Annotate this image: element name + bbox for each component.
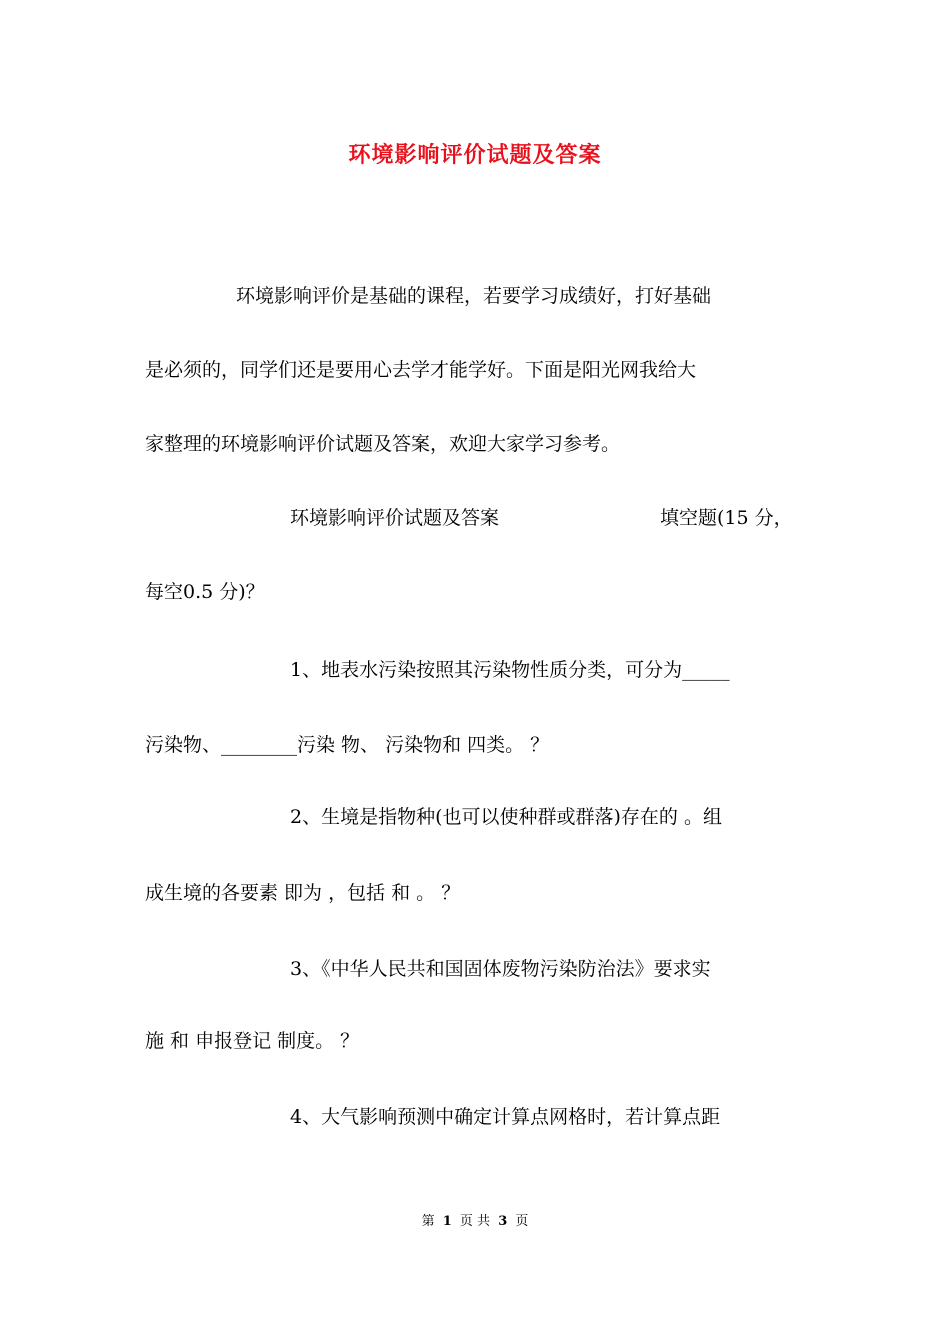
question-line: 污染物、________污染 物、 污染物和 四类。 ？: [145, 734, 550, 756]
paragraph-line: 每空0.5 分)？: [145, 581, 265, 603]
footer-middle: 页 共: [459, 1214, 491, 1229]
question-line: 4、大气影响预测中确定计算点网格时，若计算点距: [290, 1106, 721, 1128]
question-line: 施 和 申报登记 制度。 ？: [145, 1030, 360, 1052]
paragraph-line: 是必须的，同学们还是要用心去学才能学好。下面是阳光网我给大: [145, 359, 697, 381]
footer-total-pages: 3: [498, 1214, 508, 1229]
question-line: 3、《中华人民共和国固体废物污染防治法》要求实: [290, 958, 711, 980]
footer-suffix: 页: [515, 1214, 529, 1229]
paragraph-line: 环境影响评价是基础的课程，若要学习成绩好，打好基础: [236, 285, 712, 307]
footer-page-number: 1: [442, 1214, 452, 1229]
question-line: 成生境的各要素 即为 ，包括 和 。 ？: [145, 882, 461, 904]
page-footer: [0, 1210, 950, 1229]
question-line: 2、生境是指物种(也可以使种群或群落)存在的 。组: [290, 806, 722, 828]
paragraph-line: 家整理的环境影响评价试题及答案，欢迎大家学习参考。: [145, 433, 621, 455]
section-heading: 环境影响评价试题及答案: [290, 507, 500, 529]
section-score: 填空题(15 分，: [660, 507, 793, 529]
document-title: 环境影响评价试题及答案: [348, 142, 602, 168]
question-line: 1、地表水污染按照其污染物性质分类，可分为_____: [290, 659, 730, 681]
footer-prefix: 第: [421, 1214, 435, 1229]
